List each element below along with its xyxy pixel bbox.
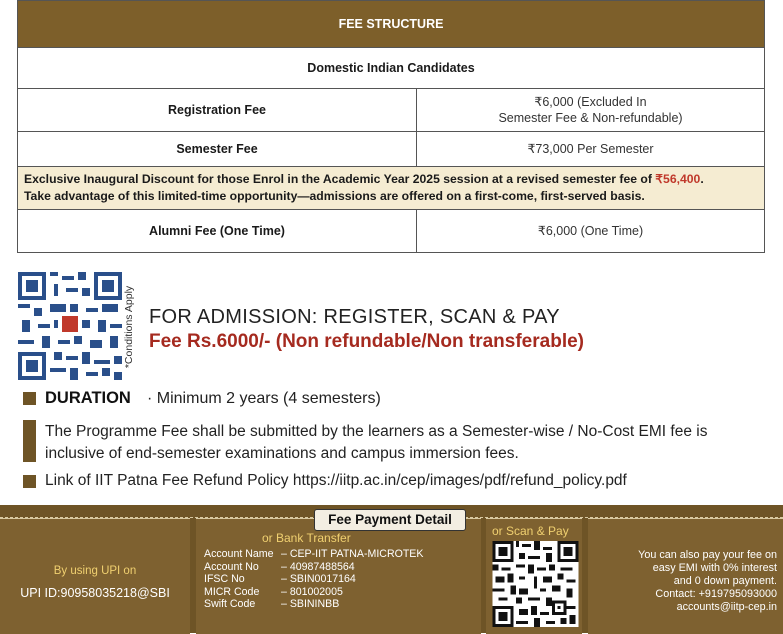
- bank-value: – CEP-IIT PATNA-MICROTEK: [281, 548, 424, 560]
- list-item: [204, 561, 423, 574]
- bank-value: – SBININBB: [281, 598, 340, 611]
- registration-fee-value: [417, 89, 765, 132]
- discount-amount: ₹56,400: [655, 172, 701, 186]
- discount-notice: [18, 167, 765, 210]
- bullet-bar-icon: [23, 420, 36, 462]
- contact-email[interactable]: accounts@iitp-cep.in: [676, 601, 777, 613]
- bank-key: Swift Code: [204, 598, 256, 611]
- emi-line: and 0 down payment.: [673, 575, 777, 587]
- discount-line2: Take advantage of this limited-time opportunity—admissions are offered on a first-come, first-served basis.: [24, 189, 645, 203]
- payment-qr-code[interactable]: [492, 541, 579, 627]
- table-row: [18, 132, 765, 167]
- emi-line: You can also pay your fee on: [638, 549, 777, 561]
- duration-label: DURATION: [45, 389, 131, 407]
- bank-key: IFSC No: [204, 573, 245, 586]
- discount-line1: Exclusive Inaugural Discount for those Enrol in the Academic Year 2025 session at a revised semester fee of: [24, 172, 656, 186]
- contact-phone[interactable]: Contact: +919795093000: [655, 588, 777, 600]
- registration-fee-value-line1: ₹6,000 (Excluded In: [534, 95, 647, 109]
- payment-title: Fee Payment Detail: [314, 509, 466, 531]
- list-item: [204, 586, 423, 599]
- scan-pay-title: or Scan & Pay: [492, 524, 569, 538]
- discount-line1-suffix: .: [700, 172, 704, 186]
- duration-text: · Minimum 2 years (4 semesters): [147, 390, 381, 407]
- alumni-fee-label: Alumni Fee (One Time): [18, 210, 417, 253]
- bank-key: Account Name: [204, 548, 274, 560]
- conditions-apply-text: *Conditions Apply: [123, 285, 135, 369]
- bank-value: – SBIN0017164: [281, 573, 356, 586]
- bank-details: [204, 548, 423, 611]
- list-item: [204, 573, 423, 586]
- bank-key: Account No: [204, 560, 259, 573]
- list-item: [204, 548, 423, 561]
- fee-structure-table: [17, 0, 765, 253]
- bank-key: MICR Code: [204, 585, 260, 598]
- emi-line: easy EMI with 0% interest: [652, 562, 777, 574]
- upi-id[interactable]: UPI ID:90958035218@SBI: [20, 586, 170, 600]
- emi-info: [597, 549, 777, 614]
- registration-fee-value-line2: Semester Fee & Non-refundable): [498, 111, 683, 125]
- semester-fee-value: ₹73,000 Per Semester: [417, 132, 765, 167]
- table-row: [18, 89, 765, 132]
- bullet-square-icon: [23, 475, 36, 488]
- bullet-square-icon: [23, 392, 36, 405]
- admission-title: FOR ADMISSION: REGISTER, SCAN & PAY: [149, 306, 560, 328]
- fee-table-subheader: Domestic Indian Candidates: [18, 48, 765, 89]
- refund-policy-link[interactable]: Link of IIT Patna Fee Refund Policy https://iitp.ac.in/cep/images/pdf/refund_policy.pdf: [45, 472, 627, 489]
- list-item: [204, 598, 423, 611]
- registration-fee-label: Registration Fee: [18, 89, 417, 132]
- table-row: [18, 210, 765, 253]
- programme-fee-note: The Programme Fee shall be submitted by the learners as a Semester-wise / No-Cost EMI fee is inclusive of end-semester examinations and campus immersion fees.: [45, 423, 708, 462]
- registration-qr-code[interactable]: [18, 272, 122, 380]
- alumni-fee-value: ₹6,000 (One Time): [417, 210, 765, 253]
- admission-fee: Fee Rs.6000/- (Non refundable/Non transferable): [149, 331, 584, 352]
- semester-fee-label: Semester Fee: [18, 132, 417, 167]
- conditions-apply-note: [112, 273, 142, 383]
- bank-value: – 40987488564: [281, 560, 355, 573]
- discount-row: [18, 167, 765, 210]
- upi-label: By using UPI on: [53, 565, 137, 577]
- fee-table-header: FEE STRUCTURE: [18, 1, 765, 48]
- bank-transfer-title: or Bank Transfer: [262, 531, 351, 545]
- bank-value: – 801002005: [281, 585, 343, 598]
